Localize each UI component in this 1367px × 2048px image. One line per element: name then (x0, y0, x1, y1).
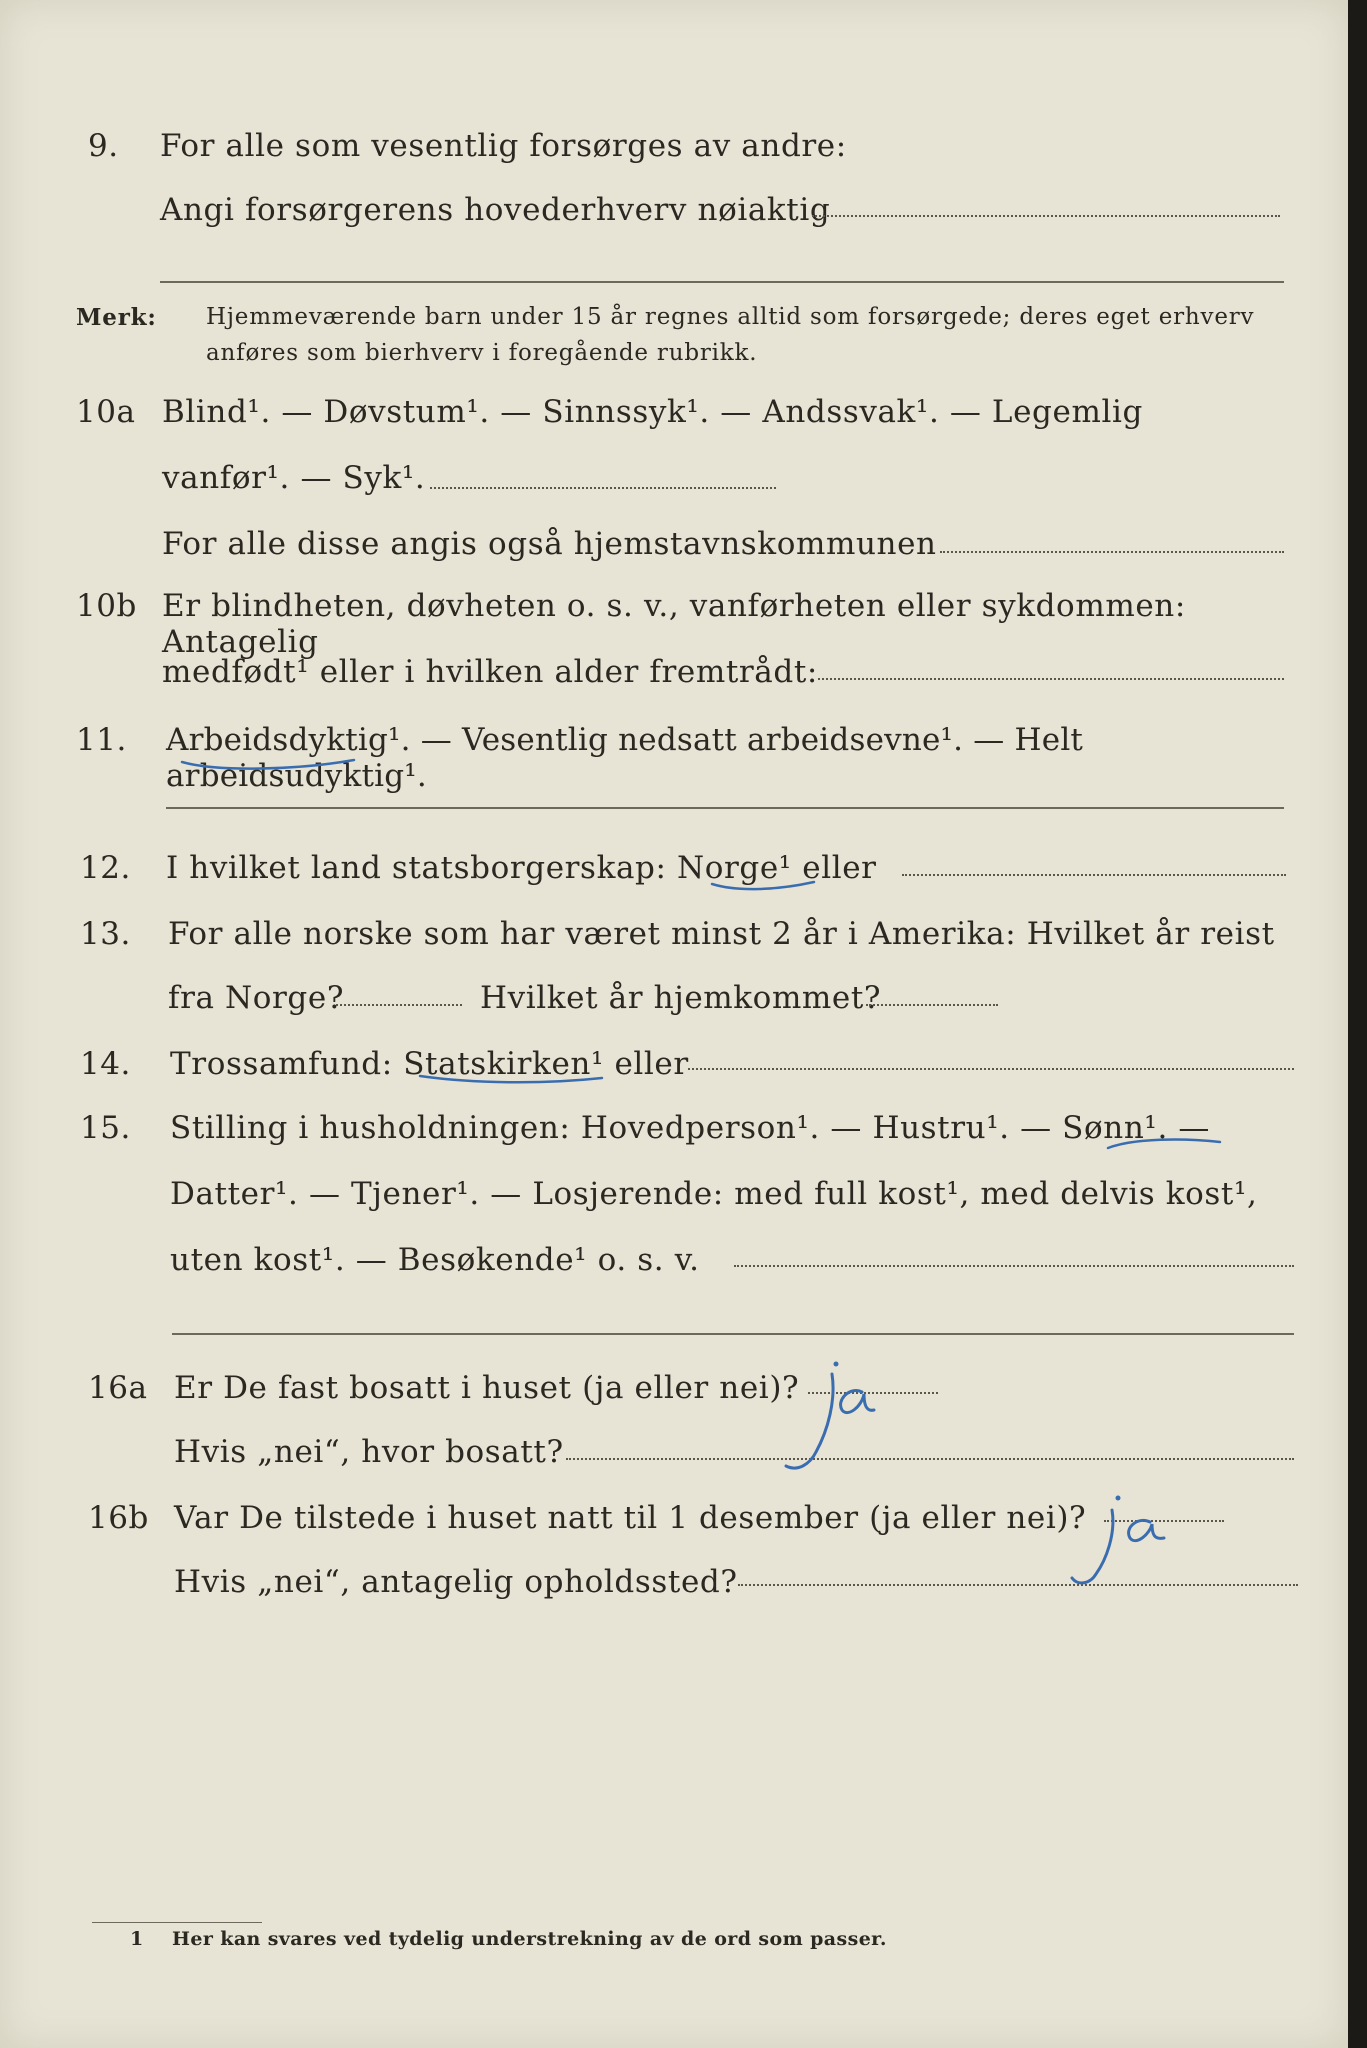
q10a-line3: For alle disse angis også hjemstavnskommunen (162, 526, 937, 562)
footnote-separator (92, 1922, 262, 1923)
q15-extra-line[interactable] (172, 1333, 1294, 1335)
q10b-number: 10b (76, 588, 137, 624)
q16a-answer-line[interactable] (808, 1392, 938, 1394)
q13-departed-line[interactable] (336, 1004, 462, 1006)
merk-label: Merk: (76, 304, 157, 331)
q16a-number: 16a (88, 1370, 148, 1406)
q16a-address-line[interactable] (566, 1458, 1294, 1460)
q16b-number: 16b (88, 1500, 149, 1536)
q13-returned-line[interactable] (866, 1004, 998, 1006)
q14-line1: Trossamfund: Statskirken¹ eller (170, 1046, 689, 1082)
page-edge (1348, 0, 1367, 2048)
q12-line1: I hvilket land statsborgerskap: Norge¹ eller (166, 850, 877, 886)
q16b-line1: Var De tilstede i huset natt til 1 desember (ja eller nei)? (174, 1500, 1087, 1536)
q13-line1: For alle norske som har været minst 2 år i Amerika: Hvilket år reist (168, 916, 1275, 952)
q14-answer-line[interactable] (688, 1068, 1294, 1070)
q10a-hometown-line[interactable] (940, 551, 1284, 553)
q11-number: 11. (76, 722, 127, 758)
q10a-line1: Blind¹. — Døvstum¹. — Sinnssyk¹. — Andssvak¹. — Legemlig (162, 394, 1143, 430)
q9-answer-line[interactable] (812, 215, 1280, 217)
q9-line2: Angi forsørgerens hovederhverv nøiaktig (160, 192, 831, 228)
q16b-answer-line[interactable] (1104, 1520, 1224, 1522)
q16a-line1: Er De fast bosatt i huset (ja eller nei)? (174, 1370, 800, 1406)
footnote-mark: 1 (130, 1928, 144, 1950)
q11-line1: Arbeidsdyktig¹. — Vesentlig nedsatt arbeidsevne¹. — Helt arbeidsudyktig¹. (166, 722, 1084, 794)
footnote-text: Her kan svares ved tydelig understrekning av de ord som passer. (172, 1928, 887, 1950)
q10b-answer-line[interactable] (818, 678, 1284, 680)
q12-answer-line[interactable] (902, 874, 1286, 876)
q13-line2b: Hvilket år hjemkommet? (480, 980, 882, 1016)
q16b-line2: Hvis „nei“, antagelig opholdssted? (174, 1564, 738, 1600)
q15-line2: Datter¹. — Tjener¹. — Losjerende: med full kost¹, med delvis kost¹, (170, 1176, 1258, 1212)
q15-answer-line[interactable] (734, 1265, 1294, 1267)
q13-number: 13. (80, 916, 131, 952)
q14-number: 14. (80, 1046, 131, 1082)
q9-line1: For alle som vesentlig forsørges av andre: (160, 128, 847, 164)
q10a-line2: vanfør¹. — Syk¹. (162, 460, 426, 496)
q15-number: 15. (80, 1110, 131, 1146)
q12-number: 12. (80, 850, 131, 886)
q16b-location-line[interactable] (738, 1584, 1298, 1586)
q15-line1: Stilling i husholdningen: Hovedperson¹. — Hustru¹. — Sønn¹. — (170, 1110, 1210, 1146)
q10a-answer-line[interactable] (430, 487, 776, 489)
q9-extra-line[interactable] (160, 281, 1284, 283)
q15-line3: uten kost¹. — Besøkende¹ o. s. v. (170, 1242, 700, 1278)
merk-line2: anføres som bierhverv i foregående rubrikk. (206, 340, 758, 366)
q13-line2a: fra Norge? (168, 980, 345, 1016)
q16a-line2: Hvis „nei“, hvor bosatt? (174, 1434, 564, 1470)
q10b-line2: medfødt¹ eller i hvilken alder fremtrådt: (162, 654, 818, 690)
q10a-number: 10a (76, 394, 136, 430)
q9-number: 9. (88, 128, 119, 164)
q11-extra-line[interactable] (166, 807, 1284, 809)
merk-line1: Hjemmeværende barn under 15 år regnes alltid som forsørgede; deres eget erhverv (206, 304, 1255, 330)
q10b-line1: Er blindheten, døvheten o. s. v., vanførheten eller sykdommen: Antagelig (162, 588, 1186, 660)
